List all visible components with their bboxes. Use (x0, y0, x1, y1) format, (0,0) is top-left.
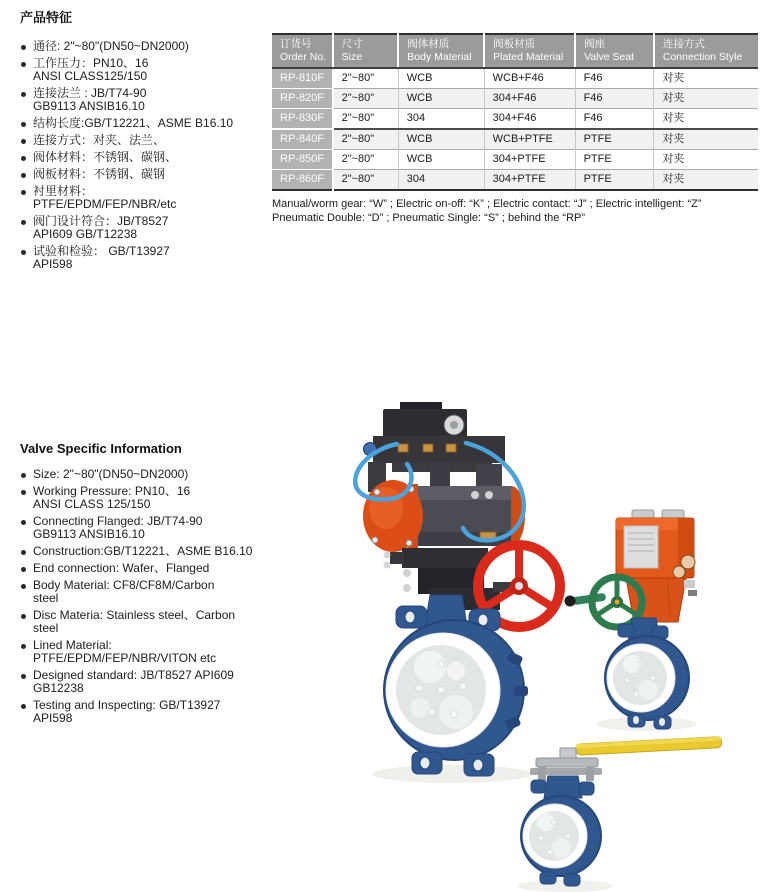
bullet-dot (21, 156, 26, 161)
feature-item (20, 87, 272, 113)
table-cell: 对夹 (654, 150, 758, 170)
info-line: Size: 2"~80"(DN50~DN2000) (33, 467, 189, 481)
column-header-order-no (272, 34, 333, 68)
feature-item (20, 151, 272, 164)
shadow (372, 765, 532, 783)
feature-line: 阀门设计符合：JB/T8527 (33, 214, 169, 228)
pneumatic-actuator-cylinder (363, 480, 525, 552)
feature-item (20, 117, 272, 130)
bullet-dot (21, 250, 26, 255)
table-row (272, 129, 758, 150)
bullet-dot (21, 190, 26, 195)
table-cell: 2"~80" (333, 68, 399, 89)
info-item (20, 562, 282, 575)
bullet-dot (21, 62, 26, 67)
table-cell: 对夹 (654, 89, 758, 109)
feature-line: 结构长度:GB/T12221、ASME B16.10 (33, 116, 234, 130)
bullet-dot (21, 122, 26, 127)
table-cell: F46 (575, 89, 654, 109)
bullet-dot (21, 490, 26, 495)
header-zh: 订货号 (280, 38, 312, 50)
info-line: Disc Materia: Stainless steel、Carbon (33, 608, 236, 622)
info-line: steel (33, 621, 59, 635)
info-line: End connection: Wafer、Flanged (33, 561, 210, 575)
bullet-dot (21, 139, 26, 144)
info-line: API598 (33, 711, 73, 725)
feature-line: API598 (33, 257, 73, 271)
lever-handle-butterfly-valve (521, 737, 722, 886)
bullet-dot (21, 674, 26, 679)
header-zh: 阀体材质 (407, 38, 450, 50)
feature-line: 阀体材料：不锈钢、碳钢、 (33, 150, 178, 164)
header-zh: 阀板材质 (493, 38, 536, 50)
pneumatic-actuated-butterfly-valve (355, 402, 560, 776)
table-cell: 304+F46 (484, 89, 575, 109)
valve-body-ring (605, 636, 689, 720)
info-item (20, 699, 282, 725)
order-no-cell: RP-820F (272, 89, 333, 109)
info-line: ANSI CLASS 125/150 (33, 497, 151, 511)
info-line: Body Material: CF8/CF8M/Carbon (33, 578, 215, 592)
table-cell: PTFE (575, 150, 654, 170)
bullet-dot (21, 550, 26, 555)
table-row (272, 150, 758, 170)
bullet-dot (21, 644, 26, 649)
order-no-cell: RP-860F (272, 170, 333, 191)
column-header-valve-seat (575, 34, 654, 68)
header-zh: 连接方式 (662, 38, 705, 50)
table-cell: PTFE (575, 129, 654, 150)
feature-item (20, 245, 272, 271)
header-en: Size (341, 50, 363, 63)
table-cell: 2"~80" (333, 89, 399, 109)
table-row (272, 109, 758, 130)
product-photos-illustration (280, 392, 779, 892)
valve-info-title: Valve Specific Information (20, 441, 182, 456)
header-en: Valve Seat (584, 50, 635, 63)
column-header-body-material (398, 34, 484, 68)
bullet-dot (21, 45, 26, 50)
bullet-dot (21, 520, 26, 525)
order-no-cell: RP-810F (272, 68, 333, 89)
table-cell: 对夹 (654, 129, 758, 150)
header-zh: 尺寸 (341, 38, 363, 50)
info-line: Testing and Inspecting: GB/T13927 (33, 698, 221, 712)
product-features-section (20, 7, 272, 275)
table-cell: WCB (398, 68, 484, 89)
table-row (272, 170, 758, 191)
header-en: Body Material (407, 50, 472, 63)
order-table (272, 33, 758, 191)
feature-item (20, 40, 272, 53)
bullet-dot (21, 704, 26, 709)
bullet-dot (21, 220, 26, 225)
feature-item (20, 185, 272, 211)
order-no-cell: RP-840F (272, 129, 333, 150)
table-cell: 2"~80" (333, 170, 399, 191)
bullet-dot (21, 567, 26, 572)
column-header-connection-style (654, 34, 758, 68)
info-line: Construction:GB/T12221、ASME B16.10 (33, 544, 253, 558)
yellow-lever-handle (576, 737, 722, 756)
feature-item (20, 57, 272, 83)
feature-line: 连接法兰 : JB/T74-90 (33, 86, 147, 100)
info-line: Working Pressure: PN10、16 (33, 484, 191, 498)
feature-line: GB9113 ANSIB16.10 (33, 99, 145, 113)
feature-line: 试验和检验： GB/T13927 (33, 244, 170, 258)
info-item (20, 515, 282, 541)
table-cell: 2"~80" (333, 150, 399, 170)
table-cell: 对夹 (654, 170, 758, 191)
info-item (20, 579, 282, 605)
table-cell: 304+PTFE (484, 150, 575, 170)
feature-line: 通径: 2"~80"(DN50~DN2000) (33, 39, 189, 53)
table-cell: WCB (398, 89, 484, 109)
feature-item (20, 168, 272, 181)
info-line: Connecting Flanged: JB/T74-90 (33, 514, 203, 528)
info-line: PTFE/EPDM/FEP/NBR/VITON etc (33, 651, 217, 665)
bullet-dot (21, 173, 26, 178)
table-cell: WCB+PTFE (484, 129, 575, 150)
column-header-plated-material (484, 34, 575, 68)
actuator-code-notes (272, 197, 777, 225)
info-item (20, 468, 282, 481)
bullet-dot (21, 614, 26, 619)
order-no-cell: RP-830F (272, 109, 333, 130)
feature-line: 连接方式：对夹、法兰、 (33, 133, 166, 147)
table-cell: WCB (398, 150, 484, 170)
feature-line: API609 GB/T12238 (33, 227, 138, 241)
feature-line: 衬里材料： (33, 184, 94, 198)
table-cell: 对夹 (654, 109, 758, 130)
valve-info-list (20, 468, 282, 725)
table-cell: 2"~80" (333, 109, 399, 130)
header-row (272, 34, 758, 68)
order-no-cell: RP-850F (272, 150, 333, 170)
feature-line: 工作压力：PN10、16 (33, 56, 149, 70)
feature-line: PTFE/EPDM/FEP/NBR/etc (33, 197, 177, 211)
note-line: Manual/worm gear: “W” ; Electric on-off: “K” ; Electric contact: “J” ; Electric intelligent: “Z” (272, 198, 702, 210)
features-title: 产品特征 (20, 10, 73, 25)
valve-specific-information-section (20, 441, 282, 729)
info-line: steel (33, 591, 59, 605)
table-cell: 304 (398, 109, 484, 130)
electric-actuator (616, 510, 697, 622)
header-en: Order No. (280, 50, 327, 63)
table-cell: WCB (398, 129, 484, 150)
info-line: Designed standard: JB/T8527 API609 (33, 668, 234, 682)
positioner-unit (364, 402, 506, 463)
valve-body-ring (521, 796, 601, 876)
info-item (20, 609, 282, 635)
feature-item (20, 215, 272, 241)
info-item (20, 485, 282, 511)
table-cell: 304+F46 (484, 109, 575, 130)
info-item (20, 545, 282, 558)
features-list (20, 40, 272, 271)
feature-item (20, 134, 272, 147)
table-cell: PTFE (575, 170, 654, 191)
bullet-dot (21, 473, 26, 478)
note-line: Pneumatic Double: “D” ; Pneumatic Single: “S” ; behind the “RP” (272, 212, 586, 224)
bullet-dot (21, 584, 26, 589)
table-cell: WCB+F46 (484, 68, 575, 89)
header-en: Connection Style (662, 50, 743, 63)
bullet-dot (21, 92, 26, 97)
info-item (20, 669, 282, 695)
table-cell: F46 (575, 109, 654, 130)
table-cell: F46 (575, 68, 654, 89)
table-cell: 2"~80" (333, 129, 399, 150)
column-header-size (333, 34, 399, 68)
valve-body-ring (384, 620, 528, 760)
header-en: Plated Material (493, 50, 564, 63)
feature-line: 阀板材料：不锈钢、碳钢 (33, 167, 166, 181)
table-row (272, 68, 758, 89)
info-line: GB9113 ANSIB16.10 (33, 527, 145, 541)
info-line: GB12238 (33, 681, 84, 695)
electric-actuated-butterfly-valve (565, 510, 698, 729)
header-zh: 阀座 (584, 38, 606, 50)
table-cell: 304+PTFE (484, 170, 575, 191)
info-line: Lined Material: (33, 638, 112, 652)
feature-line: ANSI CLASS125/150 (33, 69, 148, 83)
info-item (20, 639, 282, 665)
order-table-section (272, 33, 758, 191)
table-cell: 对夹 (654, 68, 758, 89)
table-cell: 304 (398, 170, 484, 191)
table-row (272, 89, 758, 109)
